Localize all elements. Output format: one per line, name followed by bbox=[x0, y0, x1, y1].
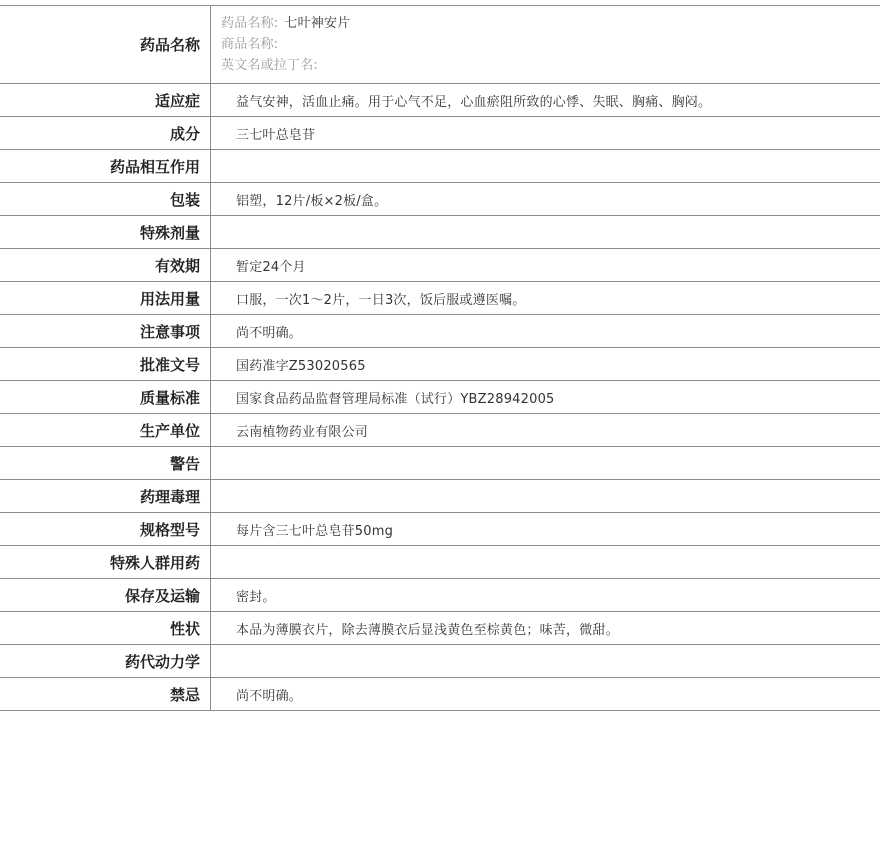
table-row bbox=[0, 513, 880, 546]
row-value bbox=[211, 216, 880, 249]
generic-name-value: 七叶神安片 bbox=[284, 16, 351, 31]
generic-name-line bbox=[221, 13, 880, 34]
english-name-key: 英文名或拉丁名: bbox=[221, 58, 318, 73]
row-value: 铝塑，12片/板×2板/盒。 bbox=[211, 183, 880, 216]
row-label: 成分 bbox=[0, 117, 211, 150]
row-value: 国家食品药品监督管理局标准（试行）YBZ28942005 bbox=[211, 381, 880, 414]
row-value: 云南植物药业有限公司 bbox=[211, 414, 880, 447]
row-label: 药品名称 bbox=[0, 6, 211, 84]
row-value: 口服，一次1～2片，一日3次，饭后服或遵医嘱。 bbox=[211, 282, 880, 315]
table-row bbox=[0, 117, 880, 150]
row-label: 药代动力学 bbox=[0, 645, 211, 678]
row-label: 注意事项 bbox=[0, 315, 211, 348]
table-row bbox=[0, 183, 880, 216]
table-row bbox=[0, 645, 880, 678]
row-label: 药理毒理 bbox=[0, 480, 211, 513]
row-label: 药品相互作用 bbox=[0, 150, 211, 183]
table-row bbox=[0, 612, 880, 645]
row-value bbox=[211, 480, 880, 513]
table-row bbox=[0, 579, 880, 612]
table-row bbox=[0, 282, 880, 315]
row-drug-name bbox=[0, 6, 880, 84]
row-label: 适应症 bbox=[0, 84, 211, 117]
row-label: 禁忌 bbox=[0, 678, 211, 711]
row-value: 国药准字Z53020565 bbox=[211, 348, 880, 381]
row-value bbox=[211, 150, 880, 183]
table-row bbox=[0, 216, 880, 249]
row-label: 特殊剂量 bbox=[0, 216, 211, 249]
row-label: 用法用量 bbox=[0, 282, 211, 315]
table-row bbox=[0, 480, 880, 513]
table-row bbox=[0, 546, 880, 579]
drug-name-cell bbox=[211, 6, 880, 84]
row-label: 特殊人群用药 bbox=[0, 546, 211, 579]
row-label: 保存及运输 bbox=[0, 579, 211, 612]
trade-name-line bbox=[221, 34, 880, 55]
row-label: 生产单位 bbox=[0, 414, 211, 447]
generic-name-key: 药品名称: bbox=[221, 16, 279, 31]
row-value bbox=[211, 546, 880, 579]
row-value: 本品为薄膜衣片，除去薄膜衣后显浅黄色至棕黄色；味苦，微甜。 bbox=[211, 612, 880, 645]
row-label: 规格型号 bbox=[0, 513, 211, 546]
row-value bbox=[211, 645, 880, 678]
table-row bbox=[0, 447, 880, 480]
table-row bbox=[0, 84, 880, 117]
row-value: 尚不明确。 bbox=[211, 315, 880, 348]
row-value: 密封。 bbox=[211, 579, 880, 612]
table-row bbox=[0, 678, 880, 711]
table-row bbox=[0, 249, 880, 282]
trade-name-key: 商品名称: bbox=[221, 37, 279, 52]
table-row bbox=[0, 381, 880, 414]
row-label: 包装 bbox=[0, 183, 211, 216]
table-row bbox=[0, 348, 880, 381]
row-label: 质量标准 bbox=[0, 381, 211, 414]
table-row bbox=[0, 150, 880, 183]
row-value: 益气安神，活血止痛。用于心气不足，心血瘀阻所致的心悸、失眠、胸痛、胸闷。 bbox=[211, 84, 880, 117]
english-name-line bbox=[221, 55, 880, 76]
row-value: 每片含三七叶总皂苷50mg bbox=[211, 513, 880, 546]
row-value: 三七叶总皂苷 bbox=[211, 117, 880, 150]
row-label: 警告 bbox=[0, 447, 211, 480]
row-value: 尚不明确。 bbox=[211, 678, 880, 711]
table-row bbox=[0, 414, 880, 447]
row-label: 批准文号 bbox=[0, 348, 211, 381]
row-label: 性状 bbox=[0, 612, 211, 645]
row-value bbox=[211, 447, 880, 480]
row-label: 有效期 bbox=[0, 249, 211, 282]
row-value: 暂定24个月 bbox=[211, 249, 880, 282]
drug-info-table bbox=[0, 5, 880, 711]
table-row bbox=[0, 315, 880, 348]
